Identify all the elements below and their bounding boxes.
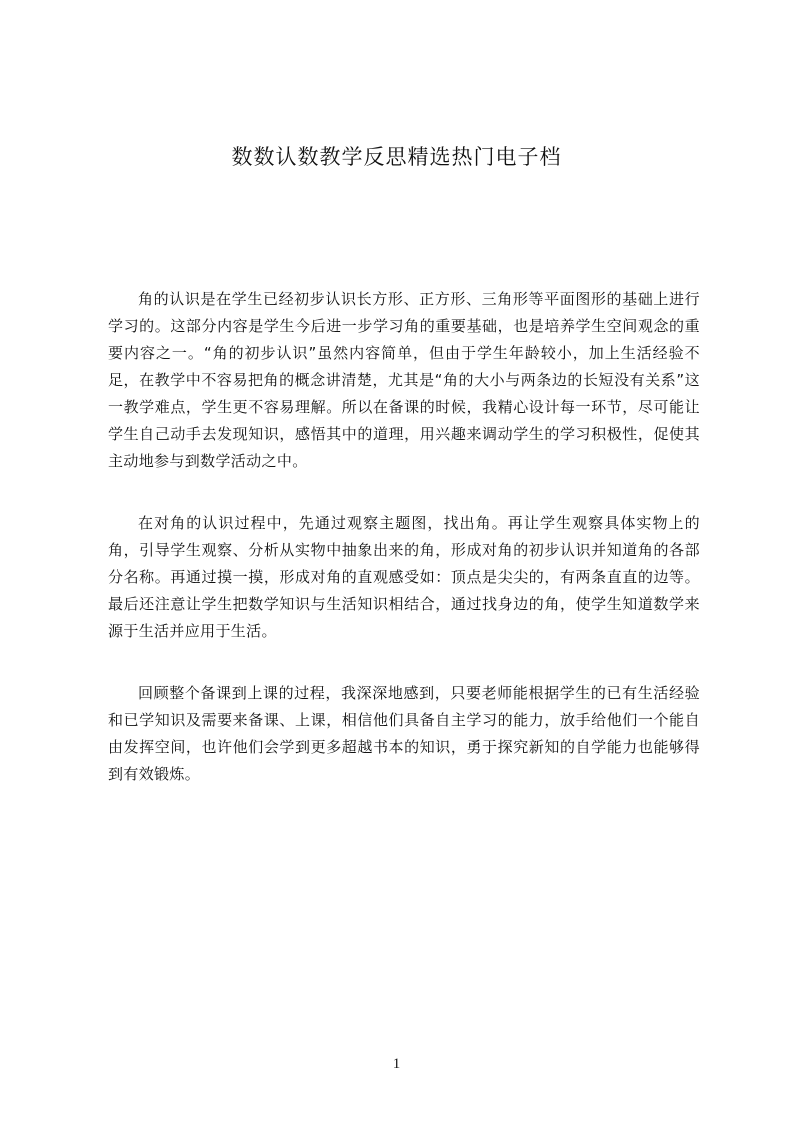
paragraph-2: 在对角的认识过程中，先通过观察主题图，找出角。再让学生观察具体实物上的角，引导学生观察、分析从实物中抽象出来的角，形成对角的初步认识并知道角的各部分名称。再通过摸一摸，形成对角的直观感受如：顶点是尖尖的，有两条直直的边等。最后还注意让学生把数学知识与生活知识相结合，通过找身边的角，使学生知道数学来源于生活并应用于生活。 <box>108 514 700 640</box>
paragraph-1: 角的认识是在学生已经初步认识长方形、正方形、三角形等平面图形的基础上进行学习的。这部分内容是学生今后进一步学习角的重要基础，也是培养学生空间观念的重要内容之一。“角的初步认识”虽然内容简单，但由于学生年龄较小，加上生活经验不足，在教学中不容易把角的概念讲清楚，尤其是“角的大小与两条边的长短没有关系”这一教学难点，学生更不容易理解。所以在备课的时候，我精心设计每一环节，尽可能让学生自己动手去发现知识，感悟其中的道理，用兴趣来调动学生的学习积极性，促使其主动地参与到数学活动之中。 <box>108 290 700 470</box>
document-body <box>108 286 700 823</box>
document-title: 数数认数教学反思精选热门电子档 <box>231 145 562 169</box>
page-number: 1 <box>392 1056 401 1072</box>
paragraph-3: 回顾整个备课到上课的过程，我深深地感到，只要老师能根据学生的已有生活经验和已学知识及需要来备课、上课，相信他们具备自主学习的能力，放手给他们一个能自由发挥空间，也许他们会学到更多超越书本的知识，勇于探究新知的自学能力也能够得到有效锻炼。 <box>108 684 700 783</box>
